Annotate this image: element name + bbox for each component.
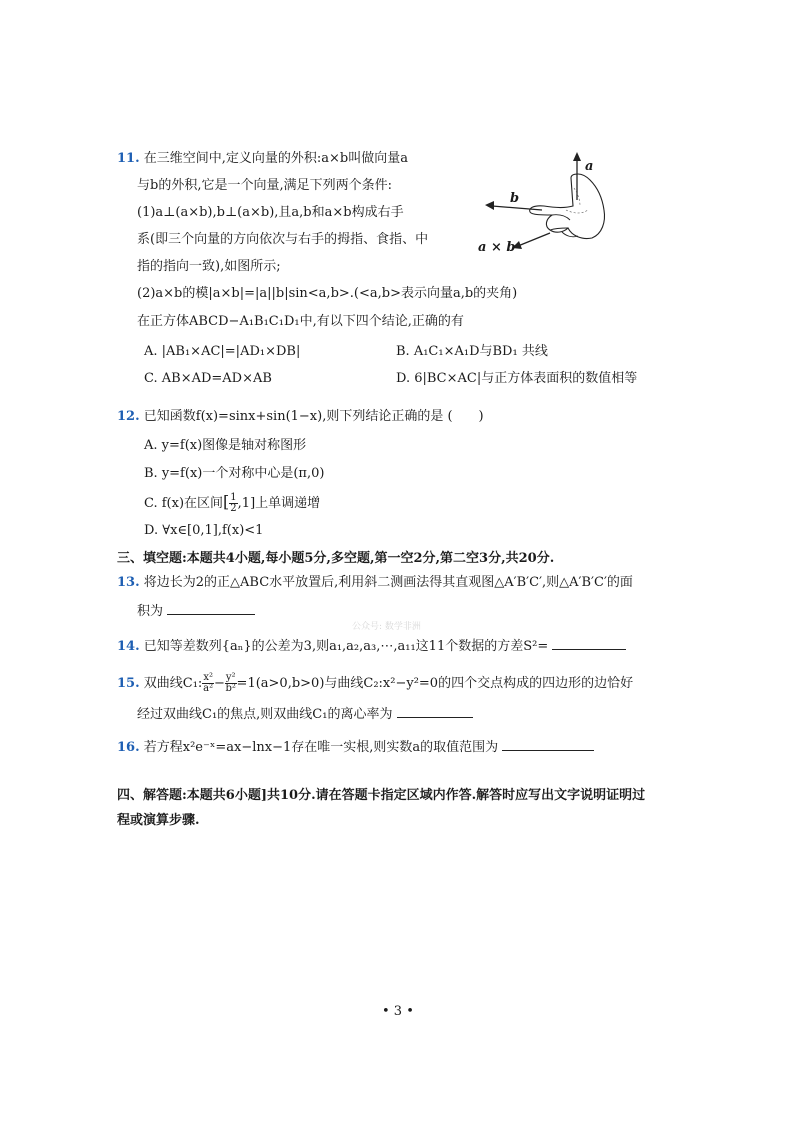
page-number: • 3 •	[382, 1004, 414, 1019]
q15-number: 15.	[117, 676, 140, 691]
q15-line2: 经过双曲线C₁的焦点,则双曲线C₁的离心率为	[137, 705, 473, 724]
q16-number: 16.	[117, 740, 140, 755]
figure-label-axb: a × b	[478, 240, 516, 255]
q11-line1: 11. 在三维空间中,定义向量的外积:a×b叫做向量a	[117, 151, 408, 166]
q15-line1: 15. 双曲线C₁: $\frac{\text{x²}}{\text{a²}}$ − $\frac{\text{y²}}{\text{b²}}$ =1(a>0,b>0)与曲线C₂:x²−y²=0的四个交点构成的四边形的边恰好	[117, 672, 634, 694]
section-4-line2: 程或演算步骤.	[117, 813, 200, 828]
q15-answer-blank[interactable]	[397, 705, 473, 718]
q12-option-d: D. ∀x∈[0,1],f(x)<1	[144, 523, 264, 538]
q11-option-d: D. 6|BC×AC|与正方体表面积的数值相等	[396, 371, 638, 386]
section-4-line1: 四、解答题:本题共6小题]共10分.请在答题卡指定区域内作答.解答时应写出文字说明证明过	[117, 788, 646, 803]
q16-answer-blank[interactable]	[502, 738, 594, 751]
q12-stem: 12. 已知函数f(x)=sinx+sin(1−x),则下列结论正确的是 ( )	[117, 409, 484, 424]
q11-line5: 指的指向一致),如图所示;	[137, 259, 281, 274]
q11-line2: 与b的外积,它是一个向量,满足下列两个条件:	[137, 178, 392, 193]
q11-line6: (2)a×b的模|a×b|=|a||b|sin<a,b>.(<a,b>表示向量a,b的夹角)	[137, 286, 518, 301]
watermark: 公众号: 数学非洲	[352, 622, 421, 632]
fraction-one-half: $\frac{1}{2}$	[230, 492, 237, 514]
q14-stem: 14. 已知等差数列{aₙ}的公差为3,则a₁,a₂,a₃,⋯,a₁₁这11个数据的方差S²=	[117, 637, 626, 656]
q16-stem: 16. 若方程x²e⁻ˣ=ax−lnx−1存在唯一实根,则实数a的取值范围为	[117, 738, 594, 757]
figure-label-b: b	[510, 191, 520, 206]
q14-number: 14.	[117, 639, 140, 654]
q11-option-c: C. AB×AD=AD×AB	[144, 371, 272, 386]
q11-number: 11.	[117, 151, 140, 166]
q11-line7: 在正方体ABCD−A₁B₁C₁D₁中,有以下四个结论,正确的有	[137, 314, 464, 329]
q11-option-a: A. |AB₁×AC|=|AD₁×DB|	[144, 344, 301, 359]
q12-option-a: A. y=f(x)图像是轴对称图形	[144, 438, 307, 453]
q12-option-c: C. f(x)在区间[ $\frac{1}{2}$ ,1]上单调递增	[144, 492, 321, 514]
q11-option-b: B. A₁C₁×A₁D与BD₁ 共线	[396, 344, 548, 359]
q12-option-b: B. y=f(x)一个对称中心是(π,0)	[144, 466, 325, 481]
q13-line2: 积为	[137, 602, 255, 621]
q11-line4: 系(即三个向量的方向依次与右手的拇指、食指、中	[137, 232, 429, 247]
q13-line1: 13. 将边长为2的正△ABC水平放置后,利用斜二测画法得其直观图△A′B′C′,则△A′B′C′的面	[117, 575, 633, 590]
figure-label-a: a	[585, 159, 594, 174]
fraction-x2-a2: $\frac{\text{x²}}{\text{a²}}$	[203, 672, 214, 694]
q13-number: 13.	[117, 575, 140, 590]
q14-answer-blank[interactable]	[552, 637, 626, 650]
fraction-y2-b2: $\frac{\text{y²}}{\text{b²}}$	[225, 672, 236, 694]
section-3-title: 三、填空题:本题共4小题,每小题5分,多空题,第一空2分,第二空3分,共20分.	[117, 551, 555, 566]
q12-number: 12.	[117, 409, 140, 424]
q13-answer-blank[interactable]	[167, 602, 255, 615]
q11-line3: (1)a⊥(a×b),b⊥(a×b),且a,b和a×b构成右手	[137, 205, 404, 220]
